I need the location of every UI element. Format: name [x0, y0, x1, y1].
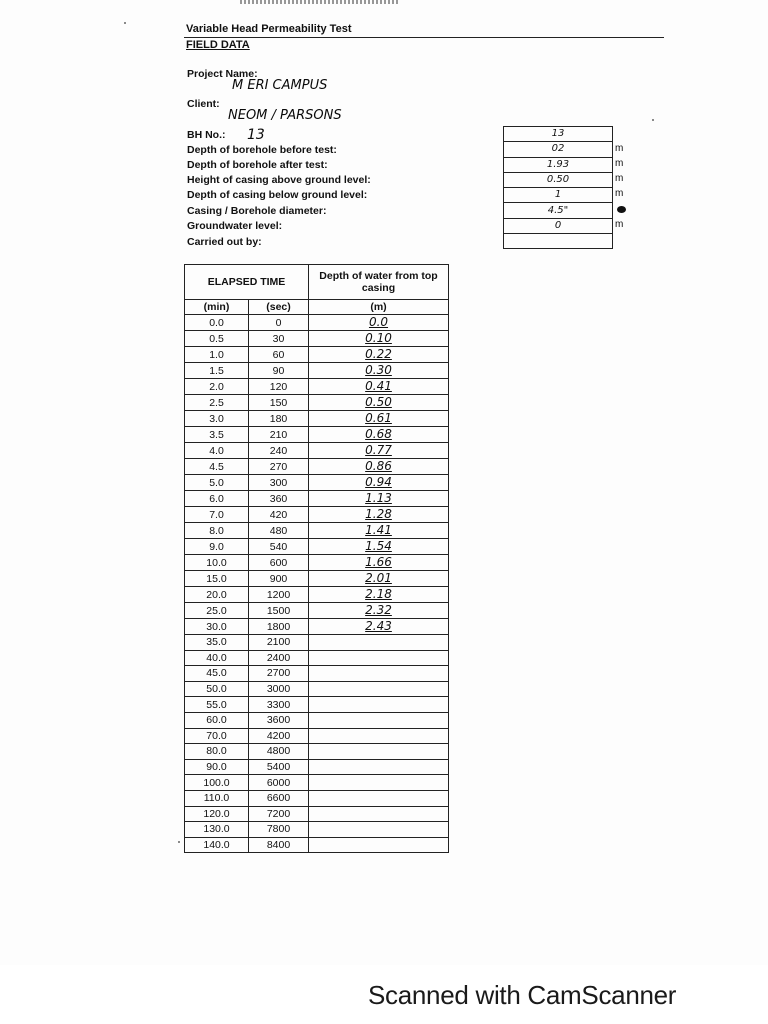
elapsed-min-cell: 10.0: [185, 555, 249, 571]
elapsed-sec-cell: 180: [249, 411, 309, 427]
depth-after-label: Depth of borehole after test:: [187, 159, 328, 171]
table-row: [185, 411, 449, 427]
elapsed-sec-cell: 900: [249, 571, 309, 587]
water-depth-cell: [309, 379, 449, 395]
handwritten-depth: 0.68: [365, 427, 392, 441]
elapsed-min-cell: 15.0: [185, 571, 249, 587]
unit-label: m: [615, 143, 624, 154]
elapsed-min-cell: 110.0: [185, 790, 249, 806]
elapsed-min-cell: 2.0: [185, 379, 249, 395]
handwritten-depth: 0.77: [365, 443, 392, 457]
table-row: [185, 603, 449, 619]
elapsed-min-cell: 9.0: [185, 539, 249, 555]
carried-out-label: Carried out by:: [187, 236, 262, 248]
handwritten-depth: 1.13: [365, 491, 392, 505]
elapsed-sec-cell: 2400: [249, 650, 309, 666]
elapsed-sec-cell: 210: [249, 427, 309, 443]
unit-label: m: [615, 219, 624, 230]
elapsed-sec-cell: 1200: [249, 587, 309, 603]
elapsed-min-cell: 8.0: [185, 523, 249, 539]
scan-speck: [124, 22, 126, 24]
scan-speck: [652, 119, 654, 121]
water-depth-cell: [309, 775, 449, 791]
water-depth-cell: [309, 666, 449, 682]
elapsed-time-header: ELAPSED TIME: [185, 265, 309, 300]
table-row: [185, 347, 449, 363]
elapsed-sec-cell: 5400: [249, 759, 309, 775]
table-row: [185, 443, 449, 459]
handwritten-depth: 0.61: [365, 411, 392, 425]
table-row: [185, 775, 449, 791]
handwritten-depth: 1.28: [365, 507, 392, 521]
elapsed-min-cell: 1.0: [185, 347, 249, 363]
table-row: [185, 571, 449, 587]
table-row: [185, 491, 449, 507]
elapsed-min-cell: 100.0: [185, 775, 249, 791]
project-name-label: Project Name:: [187, 68, 258, 80]
elapsed-min-cell: 45.0: [185, 666, 249, 682]
info-bh-value: 13: [504, 127, 613, 142]
elapsed-sec-cell: 420: [249, 507, 309, 523]
elapsed-sec-cell: 7200: [249, 806, 309, 822]
table-row: [185, 587, 449, 603]
table-row: [185, 475, 449, 491]
bh-no-label: BH No.:: [187, 129, 226, 141]
water-depth-cell: [309, 331, 449, 347]
elapsed-sec-cell: 300: [249, 475, 309, 491]
water-depth-cell: [309, 806, 449, 822]
handwritten-depth: 0.30: [365, 363, 392, 377]
handwritten-depth: 1.54: [365, 539, 392, 553]
water-depth-cell: [309, 443, 449, 459]
water-depth-cell: [309, 523, 449, 539]
handwritten-depth: 0.86: [365, 459, 392, 473]
elapsed-sec-cell: 270: [249, 459, 309, 475]
unit-label: m: [615, 188, 624, 199]
table-row: [185, 650, 449, 666]
water-depth-cell: [309, 759, 449, 775]
elapsed-min-cell: 3.0: [185, 411, 249, 427]
water-depth-cell: [309, 790, 449, 806]
water-depth-cell: [309, 427, 449, 443]
elapsed-min-cell: 5.0: [185, 475, 249, 491]
elapsed-min-cell: 7.0: [185, 507, 249, 523]
casing-above-label: Height of casing above ground level:: [187, 174, 371, 186]
sec-unit-header: (sec): [249, 300, 309, 315]
table-row: [185, 315, 449, 331]
elapsed-sec-cell: 3300: [249, 697, 309, 713]
table-row: [185, 790, 449, 806]
water-depth-cell: [309, 491, 449, 507]
handwritten-depth: 0.10: [365, 331, 392, 345]
water-depth-cell: [309, 681, 449, 697]
elapsed-min-cell: 60.0: [185, 712, 249, 728]
elapsed-min-cell: 40.0: [185, 650, 249, 666]
handwritten-depth: 0.94: [365, 475, 392, 489]
info-depth-after-value: 1.93: [504, 157, 613, 172]
scan-edge-marks: [240, 0, 400, 4]
elapsed-sec-cell: 60: [249, 347, 309, 363]
elapsed-min-cell: 120.0: [185, 806, 249, 822]
table-row: [185, 666, 449, 682]
camscanner-watermark: Scanned with CamScanner: [368, 980, 677, 1010]
handwritten-depth: 1.41: [365, 523, 392, 537]
elapsed-min-cell: 130.0: [185, 822, 249, 838]
elapsed-min-cell: 50.0: [185, 681, 249, 697]
table-row: [185, 539, 449, 555]
water-depth-cell: [309, 697, 449, 713]
table-row: [185, 507, 449, 523]
elapsed-sec-cell: 2100: [249, 635, 309, 651]
elapsed-min-cell: 1.5: [185, 363, 249, 379]
elapsed-min-cell: 90.0: [185, 759, 249, 775]
depth-before-label: Depth of borehole before test:: [187, 144, 337, 156]
elapsed-sec-cell: 360: [249, 491, 309, 507]
water-depth-cell: [309, 475, 449, 491]
table-row: [185, 837, 449, 853]
elapsed-sec-cell: 240: [249, 443, 309, 459]
info-casing-below-value: 1: [504, 188, 613, 203]
info-diameter-value: 4.5": [504, 203, 613, 218]
water-depth-cell: [309, 395, 449, 411]
elapsed-min-cell: 30.0: [185, 619, 249, 635]
project-name-value: M ERI CAMPUS: [232, 78, 328, 93]
elapsed-sec-cell: 1500: [249, 603, 309, 619]
info-carried-out-value: [504, 234, 613, 249]
depth-header: Depth of water from top casing: [309, 265, 449, 300]
water-depth-cell: [309, 635, 449, 651]
document-title: Variable Head Permeability Test: [186, 23, 352, 35]
water-depth-cell: [309, 571, 449, 587]
water-depth-cell: [309, 603, 449, 619]
diameter-label: Casing / Borehole diameter:: [187, 205, 327, 217]
document-subtitle: FIELD DATA: [186, 39, 250, 51]
table-row: [185, 331, 449, 347]
table-row: [185, 728, 449, 744]
water-depth-cell: [309, 712, 449, 728]
water-depth-cell: [309, 363, 449, 379]
client-label: Client:: [187, 98, 220, 110]
table-row: [185, 635, 449, 651]
table-row: [185, 379, 449, 395]
water-depth-cell: [309, 411, 449, 427]
unit-label: m: [615, 158, 624, 169]
elapsed-min-cell: 140.0: [185, 837, 249, 853]
elapsed-sec-cell: 30: [249, 331, 309, 347]
elapsed-sec-cell: 6600: [249, 790, 309, 806]
readings-table: [184, 264, 449, 853]
elapsed-sec-cell: 3000: [249, 681, 309, 697]
water-depth-cell: [309, 539, 449, 555]
table-row: [185, 459, 449, 475]
handwritten-depth: 2.43: [365, 619, 392, 633]
min-unit-header: (min): [185, 300, 249, 315]
water-depth-cell: [309, 744, 449, 760]
elapsed-sec-cell: 3600: [249, 712, 309, 728]
handwritten-depth: 0.41: [365, 379, 392, 393]
elapsed-sec-cell: 150: [249, 395, 309, 411]
handwritten-depth: 2.32: [365, 603, 392, 617]
table-row: [185, 395, 449, 411]
water-depth-cell: [309, 507, 449, 523]
table-row: [185, 427, 449, 443]
elapsed-min-cell: 0.0: [185, 315, 249, 331]
water-depth-cell: [309, 459, 449, 475]
elapsed-min-cell: 4.0: [185, 443, 249, 459]
elapsed-sec-cell: 6000: [249, 775, 309, 791]
info-values-box: [503, 126, 613, 249]
elapsed-min-cell: 35.0: [185, 635, 249, 651]
handwritten-depth: 2.18: [365, 587, 392, 601]
water-depth-cell: [309, 650, 449, 666]
elapsed-min-cell: 3.5: [185, 427, 249, 443]
info-casing-above-value: 0.50: [504, 172, 613, 187]
water-depth-cell: [309, 728, 449, 744]
water-depth-cell: [309, 822, 449, 838]
water-depth-cell: [309, 315, 449, 331]
handwritten-depth: 2.01: [365, 571, 392, 585]
water-depth-cell: [309, 347, 449, 363]
handwritten-depth: 1.66: [365, 555, 392, 569]
table-row: [185, 822, 449, 838]
elapsed-sec-cell: 0: [249, 315, 309, 331]
scan-speck: [178, 841, 180, 843]
elapsed-sec-cell: 1800: [249, 619, 309, 635]
info-depth-before-value: 02: [504, 142, 613, 157]
table-row: [185, 744, 449, 760]
table-row: [185, 363, 449, 379]
table-row: [185, 681, 449, 697]
elapsed-min-cell: 25.0: [185, 603, 249, 619]
table-row: [185, 759, 449, 775]
handwritten-depth: 0.50: [365, 395, 392, 409]
elapsed-min-cell: 70.0: [185, 728, 249, 744]
readings-table-body: [185, 315, 449, 853]
water-depth-cell: [309, 837, 449, 853]
table-row: [185, 712, 449, 728]
elapsed-sec-cell: 120: [249, 379, 309, 395]
elapsed-min-cell: 80.0: [185, 744, 249, 760]
table-row: [185, 697, 449, 713]
elapsed-min-cell: 20.0: [185, 587, 249, 603]
table-row: [185, 806, 449, 822]
elapsed-sec-cell: 540: [249, 539, 309, 555]
m-unit-header: (m): [309, 300, 449, 315]
table-row: [185, 523, 449, 539]
elapsed-min-cell: 6.0: [185, 491, 249, 507]
groundwater-label: Groundwater level:: [187, 220, 283, 232]
water-depth-cell: [309, 587, 449, 603]
unit-label: m: [615, 173, 624, 184]
elapsed-sec-cell: 4200: [249, 728, 309, 744]
info-groundwater-value: 0: [504, 218, 613, 233]
casing-below-label: Depth of casing below ground level:: [187, 189, 368, 201]
elapsed-min-cell: 2.5: [185, 395, 249, 411]
handwritten-depth: 0.22: [365, 347, 392, 361]
elapsed-sec-cell: 8400: [249, 837, 309, 853]
table-row: [185, 555, 449, 571]
handwritten-depth: 0.0: [368, 315, 389, 329]
elapsed-min-cell: 4.5: [185, 459, 249, 475]
elapsed-sec-cell: 2700: [249, 666, 309, 682]
elapsed-sec-cell: 7800: [249, 822, 309, 838]
client-value: NEOM / PARSONS: [228, 108, 342, 123]
title-rule: [184, 37, 664, 38]
water-depth-cell: [309, 555, 449, 571]
water-depth-cell: [309, 619, 449, 635]
elapsed-sec-cell: 90: [249, 363, 309, 379]
elapsed-sec-cell: 480: [249, 523, 309, 539]
ink-dot-mark: [617, 206, 626, 213]
bh-no-value: 13: [247, 127, 265, 143]
elapsed-sec-cell: 600: [249, 555, 309, 571]
elapsed-min-cell: 55.0: [185, 697, 249, 713]
elapsed-sec-cell: 4800: [249, 744, 309, 760]
elapsed-min-cell: 0.5: [185, 331, 249, 347]
table-row: [185, 619, 449, 635]
